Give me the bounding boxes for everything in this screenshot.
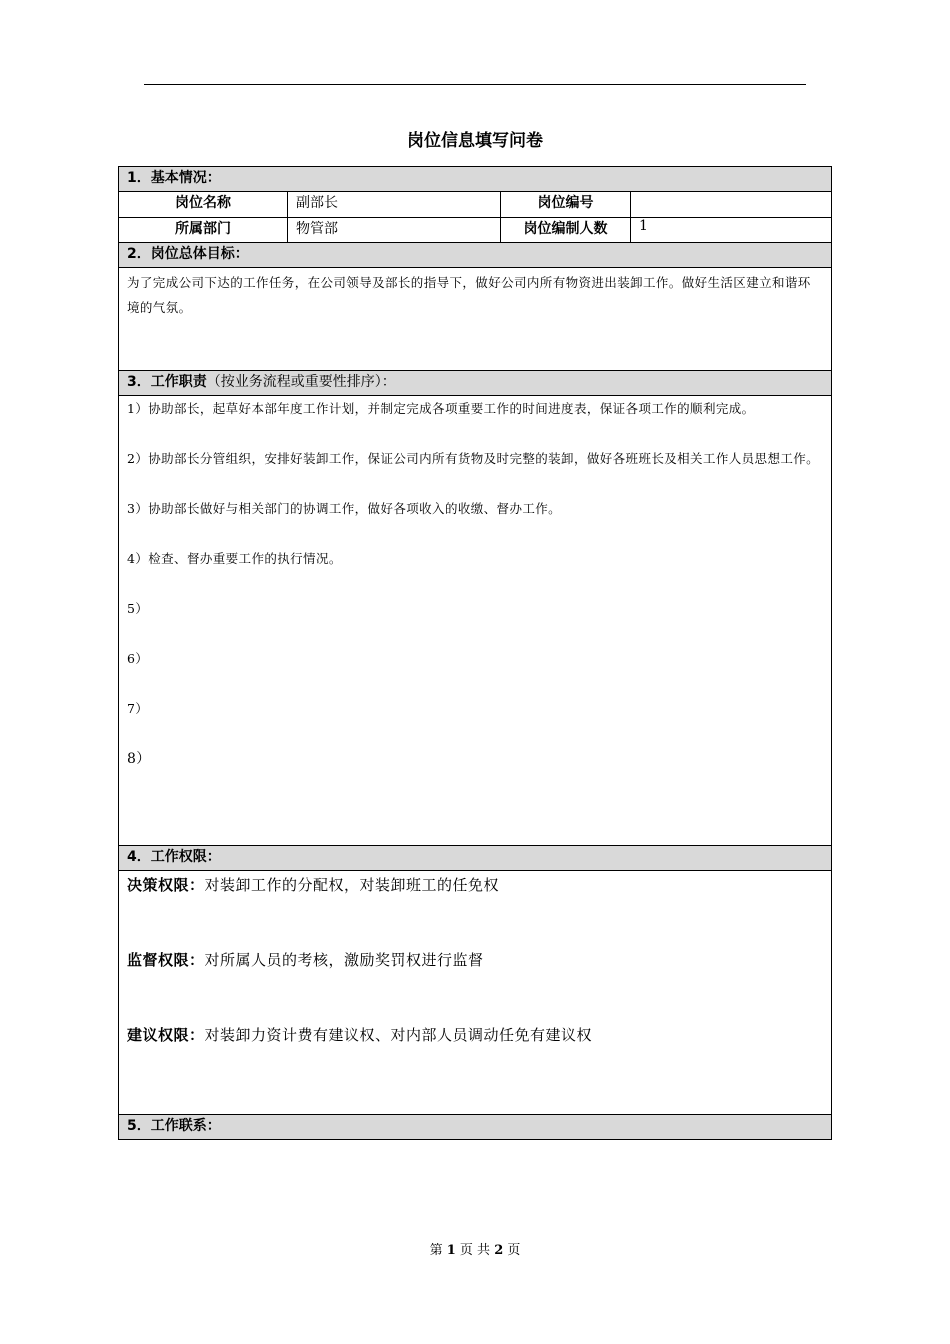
department-label: 所属部门 xyxy=(119,218,288,243)
section5-header: 5．工作联系： xyxy=(119,1115,832,1140)
duty-item-5: 5） xyxy=(127,601,149,616)
basic-info-row-2 xyxy=(119,218,832,243)
questionnaire-table xyxy=(118,166,832,1140)
duty-item-2: 2）协助部长分管组织，安排好装卸工作，保证公司内所有货物及时完整的装卸，做好各班班长及相关工作人员思想工作。 xyxy=(127,451,820,466)
position-code-label: 岗位编号 xyxy=(501,192,631,218)
footer-page-number: 1 xyxy=(446,1243,456,1258)
page-footer xyxy=(0,1239,950,1258)
position-code-value[interactable] xyxy=(631,192,832,218)
section4-header-row xyxy=(119,846,832,871)
suggestion-permission-label: 建议权限： xyxy=(127,1026,205,1044)
document-title: 岗位信息填写问卷 xyxy=(407,131,543,151)
goal-text: 为了完成公司下达的工作任务，在公司领导及部长的指导下，做好公司内所有物资进出装卸工作。做好生活区建立和谐环境的气氛。 xyxy=(127,275,811,315)
suggestion-permission-text: 对装卸力资计费有建议权、对内部人员调动任免有建议权 xyxy=(204,1026,593,1044)
duty-item-4: 4）检查、督办重要工作的执行情况。 xyxy=(127,551,342,566)
footer-total-pages: 2 xyxy=(494,1243,504,1258)
duty-item-1: 1）协助部长，起草好本部年度工作计划，并制定完成各项重要工作的时间进度表，保证各项工作的顺利完成。 xyxy=(127,401,755,416)
section3-body-row xyxy=(119,396,832,846)
supervision-permission xyxy=(127,949,823,971)
section1-header-row xyxy=(119,167,832,192)
section3-header-note: （按业务流程或重要性排序）： xyxy=(206,374,396,390)
position-name-label: 岗位名称 xyxy=(119,192,288,218)
section2-header-row xyxy=(119,243,832,268)
section4-header: 4．工作权限： xyxy=(119,846,832,871)
goal-text-cell[interactable] xyxy=(119,268,832,371)
decision-permission xyxy=(127,871,823,896)
duty-item-3: 3）协助部长做好与相关部门的协调工作，做好各项收入的收缴、督办工作。 xyxy=(127,501,562,516)
permissions-cell[interactable] xyxy=(119,871,832,1115)
section3-header-title: 3．工作职责 xyxy=(127,374,207,390)
section5-header-row xyxy=(119,1115,832,1140)
header-rule xyxy=(144,84,806,85)
footer-middle: 页 共 xyxy=(459,1243,491,1258)
section1-header: 1．基本情况： xyxy=(119,167,832,192)
suggestion-permission xyxy=(127,1024,823,1046)
duty-item-7: 7） xyxy=(127,701,149,716)
footer-prefix: 第 xyxy=(429,1243,443,1258)
basic-info-row-1 xyxy=(119,192,832,218)
section3-header xyxy=(119,371,832,396)
department-value[interactable]: 物管部 xyxy=(288,218,501,243)
supervision-permission-text: 对所属人员的考核，激励奖罚权进行监督 xyxy=(204,951,484,969)
headcount-value[interactable]: 1 xyxy=(631,218,832,243)
position-name-value[interactable]: 副部长 xyxy=(288,192,501,218)
footer-suffix: 页 xyxy=(507,1243,521,1258)
duty-item-6: 6） xyxy=(127,651,149,666)
section4-body-row xyxy=(119,871,832,1115)
decision-permission-text: 对装卸工作的分配权，对装卸班工的任免权 xyxy=(204,876,500,894)
duty-list xyxy=(127,396,823,772)
section2-body-row xyxy=(119,268,832,371)
duty-item-8: 8） xyxy=(127,751,151,767)
section3-header-row xyxy=(119,371,832,396)
supervision-permission-label: 监督权限： xyxy=(127,951,205,969)
duties-cell[interactable] xyxy=(119,396,832,846)
decision-permission-label: 决策权限： xyxy=(127,876,205,894)
headcount-label: 岗位编制人数 xyxy=(501,218,631,243)
section2-header: 2．岗位总体目标： xyxy=(119,243,832,268)
